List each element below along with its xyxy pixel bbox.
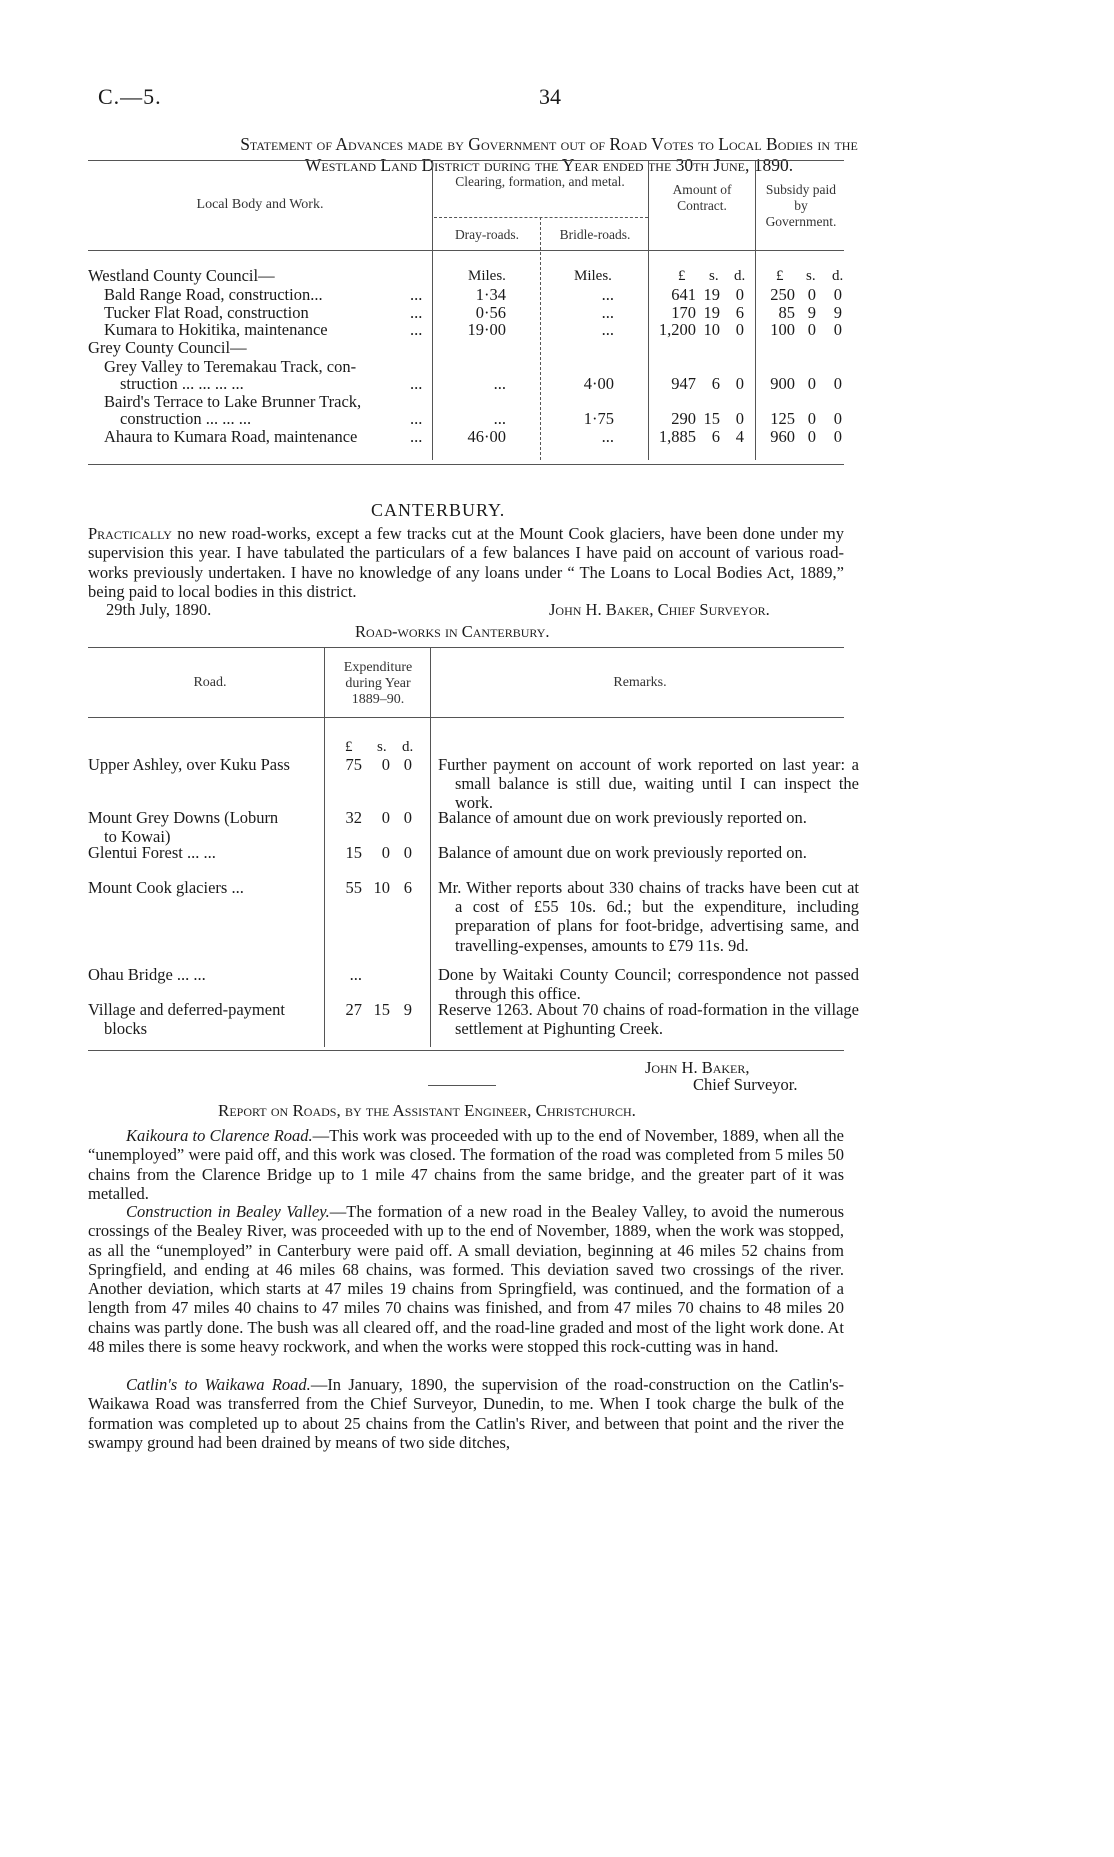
roadworks-row-pounds: ... <box>349 965 362 984</box>
roadworks-row-road: Upper Ashley, over Kuku Pass <box>88 755 290 774</box>
canterbury-title: CANTERBURY. <box>371 500 506 520</box>
statement-row-subsidy-shillings: 0 <box>807 285 816 304</box>
statement-row-name: Kumara to Hokitika, maintenance <box>104 320 328 339</box>
unit-shilling-sub: s. <box>806 268 816 284</box>
statement-caption <box>104 134 994 176</box>
statement-row-name: Grey County Council— <box>88 338 247 357</box>
report-paragraph <box>88 1375 844 1452</box>
roadworks-row-pence: 0 <box>403 755 412 774</box>
statement-caption-line2: Westland Land District during the Year ended the 30th June, 1890. <box>304 155 794 175</box>
statement-row-name: Tucker Flat Road, construction <box>104 303 309 322</box>
statement-row-amount-shillings: 10 <box>703 320 720 339</box>
series-reference: C.—5. <box>98 84 162 109</box>
roadworks-row-road: Village and deferred-payment <box>88 1000 285 1019</box>
roadworks-row-pence: 6 <box>403 878 412 897</box>
statement-row-amount-pounds: 947 <box>671 374 696 393</box>
report-paragraph-text: —The formation of a new road in the Bealey Valley, to avoid the numerous crossings of the Bealey River, was proceeded with up to the end of November, 1889, when the work was stopped, as all the “unemployed” in Canterbury were paid off. A small deviation, beginning at 46 miles 52 chains from Springfield, and ending at 46 miles 68 chains, was formed. This deviation saved two crossings of the river. Another deviation, which starts at 47 miles 19 chains from Springfield, was continued, and the formation of a length from 47 miles 40 chains to 47 miles 70 chains was finished, and from 47 miles 70 chains to 48 miles 20 chains was partly done. The bush was all cleared off, and the road-line graded and most of the light work done. At 48 miles there is some heavy rockwork, and when the works were stopped this rock-cutting was in hand. <box>88 1202 845 1357</box>
statement-row-subsidy-pounds: 85 <box>778 303 795 322</box>
statement-row-dray: 46·00 <box>467 427 506 446</box>
report-paragraph-heading: Kaikoura to Clarence Road. <box>126 1126 313 1145</box>
roadworks-row-road: Ohau Bridge ... ... <box>88 965 206 984</box>
roadworks-row-pence: 9 <box>403 1000 412 1019</box>
report-title: Report on Roads, by the Assistant Engineer, Christchurch. <box>218 1101 636 1120</box>
header-bridle-roads: Bridle-roads. <box>559 227 631 242</box>
statement-row-name: Grey Valley to Teremakau Track, con- <box>104 357 357 376</box>
statement-row-amount-pounds: 641 <box>671 285 696 304</box>
report-paragraph <box>88 1126 844 1203</box>
statement-row-amount-shillings: 15 <box>703 409 720 428</box>
statement-row-subsidy-pounds: 960 <box>770 427 795 446</box>
statement-row-name: construction ... ... ... <box>120 409 252 428</box>
statement-row-subsidy-shillings: 0 <box>807 427 816 446</box>
roadworks-row-road: to Kowai) <box>104 827 171 846</box>
statement-row-subsidy-pence: 0 <box>833 374 842 393</box>
roadworks-row-remarks: Balance of amount due on work previously reported on. <box>438 808 807 827</box>
statement-row-dray: ... <box>493 409 506 428</box>
rw-unit-shilling: s. <box>377 739 387 755</box>
roadworks-signature-title: Chief Surveyor. <box>693 1075 798 1094</box>
statement-row-name: Bald Range Road, construction... <box>104 285 323 304</box>
unit-shilling: s. <box>709 268 719 284</box>
report-paragraph-heading: Catlin's to Waikawa Road. <box>126 1375 311 1394</box>
statement-row-amount-pence: 0 <box>735 320 744 339</box>
report-paragraph-heading: Construction in Bealey Valley. <box>126 1202 330 1221</box>
header-remarks: Remarks. <box>613 675 667 690</box>
unit-pence: d. <box>734 268 746 284</box>
statement-row-amount-pence: 6 <box>735 303 744 322</box>
statement-row-amount-shillings: 6 <box>711 374 720 393</box>
header-clearing: Clearing, formation, and metal. <box>455 174 625 189</box>
roadworks-row-pounds: 15 <box>345 843 362 862</box>
statement-row-bridle: ... <box>601 285 614 304</box>
statement-row-subsidy-pence: 0 <box>833 427 842 446</box>
statement-row-bridle: ... <box>601 303 614 322</box>
header-expenditure: Expenditure during Year 1889–90. <box>343 660 413 707</box>
roadworks-row-pounds: 27 <box>345 1000 362 1019</box>
report-paragraph-text: —This work was proceeded with up to the end of November, 1889, when all the “unemployed” were paid off, and this work was closed. The formation of the road was completed from 5 miles 50 chains from the Clarence Bridge up to 1 mile 47 chains from the same bridge, and the greater part of it was metalled. <box>88 1126 844 1203</box>
statement-row-bridle: ... <box>601 427 614 446</box>
page-number: 34 <box>539 84 561 109</box>
canterbury-paragraph <box>88 524 844 601</box>
header-road: Road. <box>193 675 227 690</box>
canterbury-text: no new road-works, except a few tracks cut at the Mount Cook glaciers, have been done under my supervision this year. I have tabulated the particulars of a few balances I have paid on account of various road-works previously undertaken. I have no knowledge of any loans under “ The Loans to Local Bodies Act, 1889,” being paid to local bodies in this district. <box>88 524 845 601</box>
roadworks-row-pounds: 75 <box>345 755 362 774</box>
report-paragraph <box>88 1202 844 1356</box>
statement-row-subsidy-shillings: 9 <box>807 303 816 322</box>
roadworks-title: Road-works in Canterbury. <box>355 622 550 641</box>
roadworks-row-remarks: Mr. Wither reports about 330 chains of tracks have been cut at a cost of £55 10s. 6d.; but the expenditure, including preparation of plans for foot-bridge, advertising same, and travelling-expenses, amounts to £79 11s. 9d. <box>438 878 859 955</box>
roadworks-signature-name: John H. Baker, <box>645 1058 750 1077</box>
statement-row-leader: ... <box>410 320 423 339</box>
statement-row-name: struction ... ... ... ... <box>120 374 244 393</box>
rw-unit-pound: £ <box>345 739 353 755</box>
statement-row-subsidy-pence: 9 <box>833 303 842 322</box>
roadworks-row-road: Glentui Forest ... ... <box>88 843 216 862</box>
statement-caption-line1: Statement of Advances made by Government out of Road Votes to Local Bodies in the <box>240 134 858 154</box>
statement-row-name: Ahaura to Kumara Road, maintenance <box>104 427 358 446</box>
header-local-body: Local Body and Work. <box>196 197 324 212</box>
statement-row-subsidy-shillings: 0 <box>807 320 816 339</box>
statement-row-subsidy-shillings: 0 <box>807 409 816 428</box>
statement-row-subsidy-pence: 0 <box>833 409 842 428</box>
statement-row-amount-pounds: 170 <box>671 303 696 322</box>
header-subsidy: Subsidy paid by Government. <box>765 182 837 229</box>
statement-row-leader: ... <box>410 285 423 304</box>
roadworks-row-pounds: 55 <box>345 878 362 897</box>
statement-row-leader: ... <box>410 427 423 446</box>
unit-pound: £ <box>678 268 686 284</box>
statement-row-bridle: 1·75 <box>583 409 614 428</box>
roadworks-row-road: Mount Cook glaciers ... <box>88 878 244 897</box>
roadworks-row-pounds: 32 <box>345 808 362 827</box>
statement-row-subsidy-pounds: 100 <box>770 320 795 339</box>
statement-row-subsidy-pence: 0 <box>833 320 842 339</box>
statement-row-dray: 1·34 <box>475 285 506 304</box>
statement-row-subsidy-shillings: 0 <box>807 374 816 393</box>
statement-row-amount-pence: 0 <box>735 409 744 428</box>
statement-row-subsidy-pounds: 125 <box>770 409 795 428</box>
header-dray-roads: Dray-roads. <box>454 227 520 242</box>
canterbury-lead: Practically <box>88 524 172 543</box>
statement-row-amount-pounds: 1,885 <box>658 427 696 446</box>
statement-row-amount-shillings: 6 <box>711 427 720 446</box>
roadworks-row-remarks: Done by Waitaki County Council; correspondence not passed through this office. <box>438 965 859 1004</box>
roadworks-row-remarks: Reserve 1263. About 70 chains of road-formation in the village settlement at Pighunting Creek. <box>438 1000 859 1039</box>
roadworks-row-shillings: 10 <box>373 878 390 897</box>
statement-row-amount-pounds: 290 <box>671 409 696 428</box>
header-amount: Amount of Contract. <box>672 182 732 213</box>
roadworks-row-shillings: 0 <box>381 755 390 774</box>
roadworks-row-shillings: 0 <box>381 808 390 827</box>
unit-miles-bridle: Miles. <box>574 268 612 284</box>
statement-row-amount-pence: 0 <box>735 285 744 304</box>
roadworks-row-pence: 0 <box>403 843 412 862</box>
statement-row-name: Westland County Council— <box>88 266 275 285</box>
statement-row-amount-pence: 4 <box>735 427 744 446</box>
roadworks-row-remarks: Balance of amount due on work previously reported on. <box>438 843 807 862</box>
statement-row-bridle: ... <box>601 320 614 339</box>
roadworks-row-pence: 0 <box>403 808 412 827</box>
statement-row-subsidy-pence: 0 <box>833 285 842 304</box>
statement-row-dray: 19·00 <box>467 320 506 339</box>
canterbury-signature: John H. Baker, Chief Surveyor. <box>549 600 770 619</box>
unit-pound-sub: £ <box>776 268 784 284</box>
statement-row-bridle: 4·00 <box>583 374 614 393</box>
roadworks-row-road: Mount Grey Downs (Loburn <box>88 808 279 827</box>
statement-row-subsidy-pounds: 250 <box>770 285 795 304</box>
statement-row-leader: ... <box>410 409 423 428</box>
statement-row-amount-shillings: 19 <box>703 303 720 322</box>
statement-row-dray: 0·56 <box>475 303 506 322</box>
roadworks-row-road: blocks <box>104 1019 148 1038</box>
statement-row-leader: ... <box>410 303 423 322</box>
report-paragraph-text: —In January, 1890, the supervision of the road-construction on the Catlin's-Waikawa Road was transferred from the Chief Surveyor, Dunedin, to me. When I took charge the bulk of the formation was completed up to about 25 chains from the Catlin's River, and between that point and the river the swampy ground had been drained by means of two side ditches, <box>88 1375 844 1452</box>
roadworks-row-shillings: 15 <box>373 1000 390 1019</box>
statement-row-dray: ... <box>493 374 506 393</box>
statement-row-leader: ... <box>410 374 423 393</box>
roadworks-row-shillings: 0 <box>381 843 390 862</box>
canterbury-date: 29th July, 1890. <box>106 600 212 619</box>
statement-row-name: Baird's Terrace to Lake Brunner Track, <box>104 392 362 411</box>
unit-miles-dray: Miles. <box>468 268 506 284</box>
roadworks-row-remarks: Further payment on account of work reported on last year: a small balance is still due, waiting until I can inspect the work. <box>438 755 859 813</box>
unit-pence-sub: d. <box>832 268 844 284</box>
statement-row-amount-pounds: 1,200 <box>658 320 696 339</box>
statement-row-subsidy-pounds: 900 <box>770 374 795 393</box>
statement-row-amount-shillings: 19 <box>703 285 720 304</box>
statement-row-amount-pence: 0 <box>735 374 744 393</box>
rw-unit-pence: d. <box>402 739 414 755</box>
